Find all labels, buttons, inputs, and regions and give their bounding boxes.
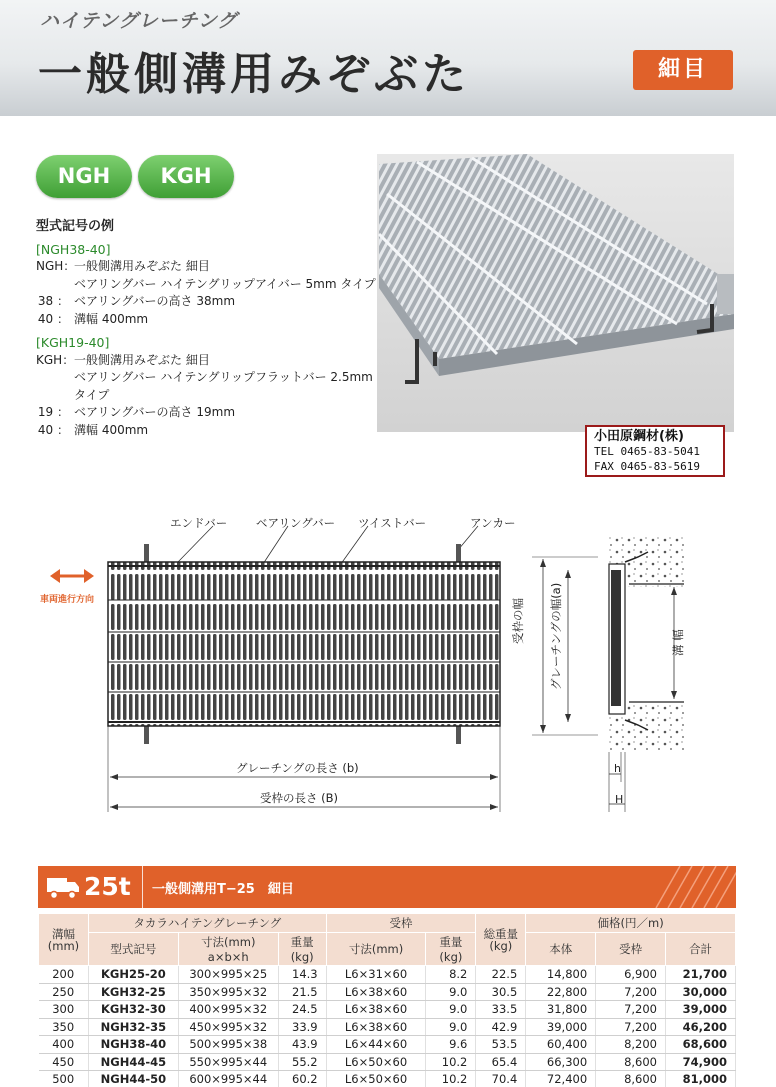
cell-total: 33.5 [476,1001,526,1019]
h-label: h [614,762,621,775]
cell-sum: 74,900 [666,1053,736,1071]
grating-photo-illustration [377,154,734,432]
table-title: 一般側溝用T−25 細目 [152,882,294,897]
legend-row [36,311,376,329]
cell-weight: 60.2 [278,1071,326,1087]
legend-row [36,293,376,311]
cell-model: NGH44-45 [88,1053,178,1071]
cell-total: 53.5 [476,1036,526,1054]
cell-model: KGH32-25 [88,983,178,1001]
grating-width-label: グレーチングの幅(a) [549,582,563,690]
kgh-pill: KGH [138,155,234,198]
col-frame: 受枠 [326,914,476,933]
cell-dims: 550×995×44 [178,1053,278,1071]
cell-weight: 33.9 [278,1018,326,1036]
company-name: 小田原鋼材(株) [594,429,684,444]
bearing-bar-label: ベアリングバー [256,516,336,530]
table-row [39,1001,736,1019]
table-row [39,1018,736,1036]
cell-total: 30.5 [476,983,526,1001]
spec-table [38,913,736,1087]
legend-key [36,369,72,404]
grating-length-label: グレーチングの長さ (b) [236,761,359,775]
legend-row [36,352,376,370]
legend-value: 一般側溝用みぞぶた 細目 [74,352,210,367]
cell-groove: 300 [39,1001,89,1019]
cell-dims: 400×995×32 [178,1001,278,1019]
cell-fweight: 9.0 [426,1001,476,1019]
legend-row [36,369,376,404]
cell-fweight: 9.0 [426,983,476,1001]
cell-model: KGH32-30 [88,1001,178,1019]
cell-sum: 81,000 [666,1071,736,1087]
cell-sum: 39,000 [666,1001,736,1019]
cell-sum: 68,600 [666,1036,736,1054]
cell-total: 22.5 [476,966,526,984]
legend-value: 溝幅 400mm [74,311,149,326]
cell-fprice: 8,600 [596,1053,666,1071]
legend-example-code: [KGH19-40] [36,335,110,350]
product-photo [377,154,734,432]
cell-fprice: 8,200 [596,1036,666,1054]
load-rating: 25t [84,872,131,901]
cell-dims: 450×995×32 [178,1018,278,1036]
col-sum: 合計 [666,933,736,966]
frame-width-label: 受枠の幅 [511,598,525,644]
company-fax: FAX 0465-83-5619 [594,460,700,473]
end-bar-label: エンドバー [170,516,228,530]
col-dims: 寸法(mm) a×b×h [178,933,278,966]
col-frame-dims: 寸法(mm) [326,933,426,966]
cell-fweight: 8.2 [426,966,476,984]
groove-width-label: 溝 幅 [671,629,685,656]
cell-body: 39,000 [526,1018,596,1036]
cell-model: NGH38-40 [88,1036,178,1054]
col-body-price: 本体 [526,933,596,966]
cell-sum: 46,200 [666,1018,736,1036]
model-code-legend [36,218,376,439]
col-frame-weight: 重量(kg) [426,933,476,966]
cell-groove: 400 [39,1036,89,1054]
cell-fprice: 8,600 [596,1071,666,1087]
col-model: 型式記号 [88,933,178,966]
table-row [39,1053,736,1071]
company-tel: TEL 0465-83-5041 [594,445,700,458]
cell-groove: 250 [39,983,89,1001]
legend-key: 19 ： [37,405,69,419]
cell-fdims: L6×50×60 [326,1053,426,1071]
cell-body: 72,400 [526,1071,596,1087]
cell-dims: 300×995×25 [178,966,278,984]
cell-dims: 600×995×44 [178,1071,278,1087]
legend-key: 40 ： [37,311,69,326]
twist-bar-label: ツイストバー [358,516,427,530]
cell-fweight: 9.0 [426,1018,476,1036]
cell-body: 14,800 [526,966,596,984]
legend-value: ベアリングバーの高さ 38mm [74,294,236,308]
grating-dimension-diagram [38,512,738,822]
col-groove: 溝幅 (mm) [39,914,89,966]
cell-body: 31,800 [526,1001,596,1019]
col-grating: タカラハイテングレーチング [88,914,326,933]
col-weight: 重量(kg) [278,933,326,966]
legend-value: ベアリングバー ハイテングリップフラットバー 2.5mm タイプ [74,370,373,402]
legend-value: ベアリングバー ハイテングリップアイバー 5mm タイプ [74,276,376,291]
legend-row [36,404,376,422]
cell-groove: 350 [39,1018,89,1036]
cell-groove: 500 [39,1071,89,1087]
cell-fweight: 10.2 [426,1071,476,1087]
cell-sum: 21,700 [666,966,736,984]
legend-value: 溝幅 400mm [74,422,149,437]
col-frame-price: 受枠 [596,933,666,966]
cell-sum: 30,000 [666,983,736,1001]
cell-weight: 21.5 [278,983,326,1001]
cell-groove: 450 [39,1053,89,1071]
cell-fdims: L6×50×60 [326,1071,426,1087]
cell-fdims: L6×38×60 [326,983,426,1001]
cell-weight: 55.2 [278,1053,326,1071]
frame-length-label: 受枠の長さ (B) [260,791,339,805]
col-total-weight: 総重量 (kg) [476,914,526,966]
legend-row [36,276,376,294]
cell-body: 22,800 [526,983,596,1001]
cell-fdims: L6×38×60 [326,1001,426,1019]
table-title-band [38,866,736,908]
legend-key: 38 ： [37,294,69,308]
legend-key: 40 ： [37,422,69,437]
company-contact-box [585,425,725,477]
page-header [0,0,776,116]
anchor-label: アンカー [470,516,516,530]
cell-weight: 14.3 [278,966,326,984]
grating-top-view [108,562,500,726]
legend-row [36,422,376,440]
cell-model: KGH25-20 [88,966,178,984]
cell-fweight: 9.6 [426,1036,476,1054]
table-row [39,1071,736,1087]
cell-fdims: L6×44×60 [326,1036,426,1054]
page-title: 一般側溝用みぞぶた [38,49,470,100]
cell-weight: 24.5 [278,1001,326,1019]
legend-row [36,258,376,276]
legend-example-code: [NGH38-40] [36,241,111,257]
mesh-badge: 細目 [633,50,733,90]
H-label: H [615,793,624,806]
cell-fprice: 7,200 [596,983,666,1001]
cell-fdims: L6×31×60 [326,966,426,984]
legend-key: KGH： [36,352,75,367]
cell-model: NGH44-50 [88,1071,178,1087]
cell-total: 65.4 [476,1053,526,1071]
ngh-pill: NGH [36,155,132,198]
cell-fdims: L6×38×60 [326,1018,426,1036]
legend-value: ベアリングバーの高さ 19mm [74,405,236,419]
legend-heading: 型式記号の例 [36,219,115,234]
table-row [39,966,736,984]
diagram-drawing [38,512,738,822]
truck-icon [46,874,80,900]
legend-value: 一般側溝用みぞぶた 細目 [74,259,210,273]
cell-dims: 500×995×38 [178,1036,278,1054]
cell-fprice: 7,200 [596,1018,666,1036]
table-row [39,1036,736,1054]
cell-body: 66,300 [526,1053,596,1071]
cell-weight: 43.9 [278,1036,326,1054]
header-subtitle: ハイテングレーチング [40,10,238,32]
cell-model: NGH32-35 [88,1018,178,1036]
cell-total: 70.4 [476,1071,526,1087]
legend-key [36,276,72,294]
cell-dims: 350×995×32 [178,983,278,1001]
cell-total: 42.9 [476,1018,526,1036]
col-price: 価格(円／m) [526,914,736,933]
direction-arrow-icon [50,569,94,583]
cell-fweight: 10.2 [426,1053,476,1071]
cell-fprice: 7,200 [596,1001,666,1019]
table-row [39,983,736,1001]
cell-groove: 200 [39,966,89,984]
legend-key: NGH： [36,259,76,273]
direction-label: 車両進行方向 [40,595,95,605]
cell-fprice: 6,900 [596,966,666,984]
cell-body: 60,400 [526,1036,596,1054]
stripe-decoration [646,866,736,908]
